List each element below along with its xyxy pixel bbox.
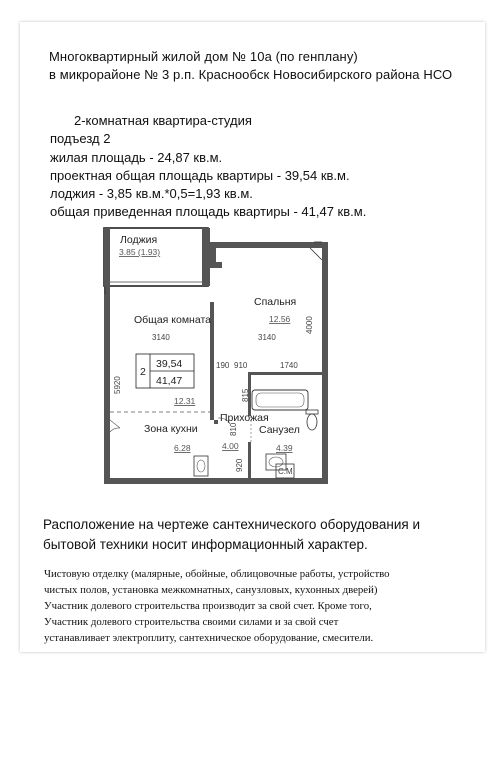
dim-1740: 1740 <box>280 361 298 370</box>
room-loggia: Лоджия <box>120 234 158 246</box>
dim-910: 910 <box>234 361 248 370</box>
dim-810: 810 <box>229 422 238 436</box>
loggia-area: лоджия - 3,85 кв.м.*0,5=1,93 кв.м. <box>50 186 253 202</box>
design-area: проектная общая площадь квартиры - 39,54 кв.м. <box>50 167 350 183</box>
reduced-area: общая приведенная площадь квартиры - 41,47 кв.м. <box>50 204 367 220</box>
badge-rooms: 2 <box>140 366 146 378</box>
header-line-1: Многоквартирный жилой дом № 10а (по генплану) <box>49 49 358 64</box>
dim-common-depth: 5920 <box>113 376 122 394</box>
apartment-type: 2-комнатная квартира-студия <box>74 113 252 128</box>
floor-plan <box>98 222 338 492</box>
room-kitchen: Зона кухни <box>144 423 198 435</box>
room-bedroom: Спальня <box>254 296 297 308</box>
kitchen-area-label: 6.28 <box>174 443 191 453</box>
toilet <box>306 410 318 430</box>
dim-815: 815 <box>241 388 250 402</box>
entrance: подъезд 2 <box>50 131 111 147</box>
kitchen-sink <box>194 456 208 476</box>
bedroom-area-label: 12.56 <box>269 314 291 324</box>
notice <box>43 515 463 555</box>
room-bathroom: Санузел <box>259 424 300 436</box>
apartment-info <box>50 112 366 222</box>
fine-line-4: Участник долевого строительства своими силами и за свой счет <box>44 616 339 628</box>
notice-line-1: Расположение на чертеже сантехнического оборудования и <box>43 517 421 532</box>
living-area: жилая площадь - 24,87 кв.м. <box>50 149 223 165</box>
common-area-label: 12.31 <box>174 396 196 406</box>
notice-line-2: бытовой техники носит информационный характер. <box>43 537 368 552</box>
room-hall: Прихожая <box>220 412 269 424</box>
loggia-area-label: 3.85 (1.93) <box>119 247 161 257</box>
header-line-2: в микрорайоне № 3 р.п. Краснообск Новосибирского района НСО <box>49 67 453 82</box>
dim-920: 920 <box>235 458 244 472</box>
dim-bedroom-width: 3140 <box>258 333 276 342</box>
document-header <box>49 48 452 84</box>
fine-line-3: Участник долевого строительства производит за свой счет. Кроме того, <box>44 600 372 612</box>
fine-line-5: устанавливает электроплиту, сантехническое оборудование, смесители. <box>44 632 374 644</box>
fine-print <box>44 566 474 646</box>
washer-label: С.М. <box>278 467 295 476</box>
bathroom-area-label: 4.39 <box>276 443 293 453</box>
room-common: Общая комната <box>134 314 211 326</box>
fine-line-1: Чистовую отделку (малярные, обойные, облицовочные работы, устройство <box>44 568 390 580</box>
dim-common-width: 3140 <box>152 333 170 342</box>
bathtub <box>252 390 308 410</box>
dim-190: 190 <box>216 361 230 370</box>
hall-area-label: 4.00 <box>222 441 239 451</box>
dim-bedroom-depth: 4000 <box>305 316 314 334</box>
badge-total: 39,54 <box>156 358 183 370</box>
badge-reduced: 41,47 <box>156 375 183 387</box>
fine-line-2: чистых полов, установка межкомнатных, санузловых, кухонных дверей) <box>44 584 378 596</box>
area-badge <box>136 354 194 388</box>
